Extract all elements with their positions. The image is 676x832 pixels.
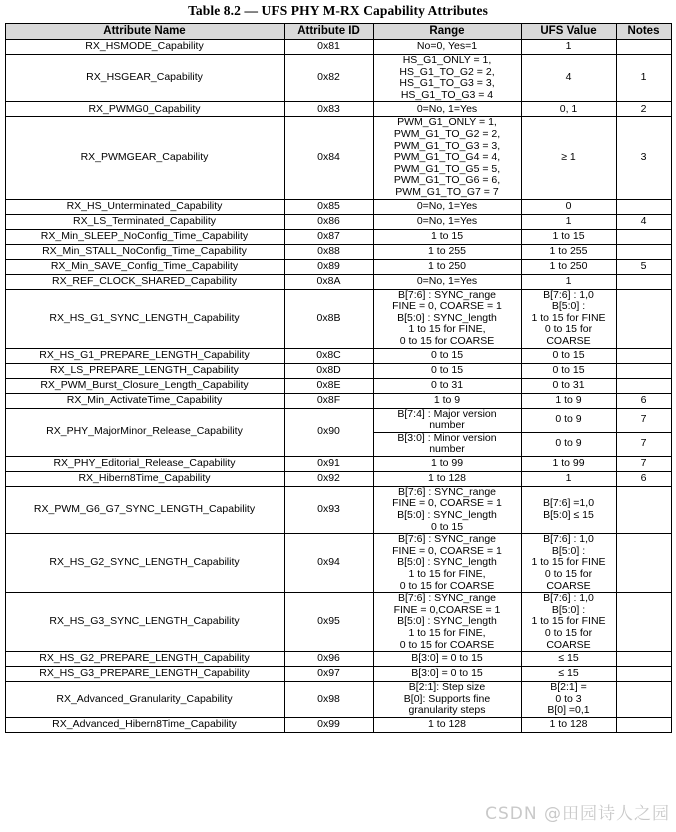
- cell-ufs-value: [521, 199, 616, 214]
- cell-ufs-value: [521, 244, 616, 259]
- cell-notes: 3: [616, 117, 671, 199]
- cell-line: B[7:6] : SYNC_range: [397, 533, 497, 546]
- cell-attribute-id: 0x89: [284, 259, 373, 274]
- cell-attribute-id: 0x94: [284, 534, 373, 593]
- cell-line: 1 to 255: [428, 244, 466, 257]
- cell-range: [373, 486, 521, 533]
- cell-line: 1: [565, 214, 572, 227]
- cell-line: 0 to 15 for COARSE: [399, 638, 495, 651]
- cell-ufs-value: [521, 348, 616, 363]
- cell-attribute-id: 0x84: [284, 117, 373, 199]
- cell-attribute-id: 0x90: [284, 408, 373, 456]
- table-row: [5, 348, 671, 363]
- cell-line: 1 to 255: [549, 244, 588, 257]
- cell-line: 1 to 15: [552, 229, 585, 242]
- table-row: [5, 667, 671, 682]
- cell-attribute-id: 0x8C: [284, 348, 373, 363]
- cell-line: B[7:6] : 1,0: [543, 592, 594, 605]
- cell-range: [373, 456, 521, 471]
- column-header-range: Range: [373, 24, 521, 40]
- cell-attribute-name: RX_Advanced_Granularity_Capability: [5, 682, 284, 718]
- cell-attribute-name: RX_Min_STALL_NoConfig_Time_Capability: [5, 244, 284, 259]
- cell-range: [373, 229, 521, 244]
- cell-notes: [616, 682, 671, 718]
- cell-attribute-name: RX_HSGEAR_Capability: [5, 55, 284, 102]
- table-row: [5, 717, 671, 732]
- cell-line: B[2:1] =: [550, 681, 587, 694]
- cell-ufs-value: [521, 456, 616, 471]
- cell-line: 0 to 15 for: [544, 323, 593, 336]
- table-row: [5, 259, 671, 274]
- cell-line: COARSE: [546, 638, 591, 651]
- cell-line: granularity steps: [408, 704, 486, 717]
- table-row: [5, 456, 671, 471]
- cell-ufs-value: [521, 378, 616, 393]
- cell-line: FINE = 0,COARSE = 1: [393, 603, 501, 616]
- cell-line: B[7:6] : SYNC_range: [397, 486, 497, 498]
- cell-line: 1 to 15 for FINE: [531, 615, 606, 628]
- table-row: [5, 214, 671, 229]
- table-body: [5, 40, 671, 733]
- cell-range: [373, 408, 521, 432]
- cell-ufs-value: [521, 534, 616, 593]
- cell-ufs-value: [521, 117, 616, 199]
- cell-range: [373, 40, 521, 55]
- cell-attribute-name: RX_Hibern8Time_Capability: [5, 471, 284, 486]
- cell-attribute-name: RX_REF_CLOCK_SHARED_Capability: [5, 274, 284, 289]
- cell-attribute-id: 0x88: [284, 244, 373, 259]
- cell-attribute-name: RX_HS_Unterminated_Capability: [5, 199, 284, 214]
- cell-line: 0 to 31: [430, 378, 464, 391]
- cell-notes: [616, 534, 671, 593]
- cell-line: B[5:0] :: [551, 300, 586, 313]
- cell-ufs-value: [521, 229, 616, 244]
- cell-line: B[5:0] :: [551, 603, 586, 616]
- column-header-attribute-id: Attribute ID: [284, 24, 373, 40]
- cell-attribute-id: 0x83: [284, 102, 373, 117]
- cell-range: [373, 259, 521, 274]
- cell-line: PWM_G1_TO_G3 = 3,: [393, 139, 501, 152]
- cell-ufs-value: [521, 363, 616, 378]
- cell-line: 1 to 15 for FINE,: [408, 568, 486, 581]
- cell-line: 1 to 9: [555, 393, 582, 406]
- cell-notes: 7: [616, 432, 671, 456]
- cell-range: [373, 432, 521, 456]
- cell-attribute-name: RX_Advanced_Hibern8Time_Capability: [5, 717, 284, 732]
- cell-notes: [616, 229, 671, 244]
- cell-notes: 7: [616, 408, 671, 432]
- cell-line: B[7:6] : 1,0: [543, 289, 594, 301]
- table-row: [5, 393, 671, 408]
- cell-line: ≤ 15: [558, 652, 579, 665]
- cell-line: 0 to 15 for COARSE: [399, 334, 495, 347]
- table-row: [5, 199, 671, 214]
- cell-ufs-value: [521, 274, 616, 289]
- cell-range: [373, 652, 521, 667]
- cell-ufs-value: [521, 593, 616, 652]
- cell-line: B[7:6] : 1,0: [543, 533, 594, 546]
- cell-range: [373, 471, 521, 486]
- cell-notes: [616, 593, 671, 652]
- cell-line: B[5:0] : SYNC_length: [397, 311, 497, 324]
- cell-line: PWM_G1_TO_G2 = 2,: [393, 127, 501, 140]
- cell-attribute-id: 0x92: [284, 471, 373, 486]
- cell-notes: 6: [616, 393, 671, 408]
- cell-notes: 6: [616, 471, 671, 486]
- cell-line: COARSE: [546, 334, 591, 347]
- cell-line: 1 to 15 for FINE: [531, 556, 606, 569]
- cell-line: PWM_G1_TO_G5 = 5,: [393, 162, 501, 175]
- cell-ufs-value: [521, 667, 616, 682]
- cell-attribute-name: RX_Min_SAVE_Config_Time_Capability: [5, 259, 284, 274]
- cell-line: 0 to 15: [430, 348, 464, 361]
- cell-notes: [616, 363, 671, 378]
- cell-line: 0 to 15 for COARSE: [399, 579, 495, 592]
- cell-ufs-value: [521, 717, 616, 732]
- cell-line: B[7:6] =1,0: [542, 497, 595, 510]
- cell-range: [373, 378, 521, 393]
- cell-line: 1 to 250: [549, 259, 588, 272]
- cell-attribute-name: RX_HSMODE_Capability: [5, 40, 284, 55]
- table-row: [5, 274, 671, 289]
- cell-line: 1 to 15 for FINE: [531, 311, 606, 324]
- cell-range: [373, 348, 521, 363]
- cell-attribute-name: RX_Min_SLEEP_NoConfig_Time_Capability: [5, 229, 284, 244]
- cell-ufs-value: [521, 471, 616, 486]
- cell-line: B[0] =0,1: [547, 704, 590, 717]
- csdn-watermark: CSDN @田园诗人之园: [485, 804, 670, 824]
- cell-attribute-id: 0x8D: [284, 363, 373, 378]
- cell-line: 1 to 9: [433, 393, 461, 406]
- cell-attribute-id: 0x82: [284, 55, 373, 102]
- cell-line: 1 to 250: [428, 259, 466, 272]
- cell-line: PWM_G1_ONLY = 1,: [397, 116, 497, 129]
- cell-line: 0: [565, 199, 572, 212]
- cell-range: [373, 363, 521, 378]
- cell-line: B[5:0] : SYNC_length: [397, 615, 497, 628]
- cell-line: 0=No, 1=Yes: [416, 274, 478, 287]
- column-header-ufs-value: UFS Value: [521, 24, 616, 40]
- cell-attribute-name: RX_LS_PREPARE_LENGTH_Capability: [5, 363, 284, 378]
- cell-attribute-id: 0x96: [284, 652, 373, 667]
- cell-ufs-value: [521, 102, 616, 117]
- cell-attribute-name: RX_PWMGEAR_Capability: [5, 117, 284, 199]
- cell-attribute-name: RX_PWM_Burst_Closure_Length_Capability: [5, 378, 284, 393]
- cell-attribute-name: RX_PWM_G6_G7_SYNC_LENGTH_Capability: [5, 486, 284, 533]
- cell-attribute-id: 0x8E: [284, 378, 373, 393]
- cell-range: [373, 717, 521, 732]
- cell-attribute-id: 0x91: [284, 456, 373, 471]
- cell-line: ≤ 15: [558, 667, 579, 680]
- cell-line: 0=No, 1=Yes: [416, 214, 478, 227]
- cell-line: B[5:0] ≤ 15: [543, 509, 594, 522]
- cell-attribute-name: RX_HS_G1_PREPARE_LENGTH_Capability: [5, 348, 284, 363]
- cell-notes: 1: [616, 55, 671, 102]
- cell-line: 1 to 15 for FINE,: [408, 627, 486, 639]
- cell-notes: [616, 378, 671, 393]
- cell-line: B[0]: Supports fine: [403, 692, 491, 705]
- cell-notes: 5: [616, 259, 671, 274]
- cell-line: B[7:6] : SYNC_range: [397, 289, 497, 301]
- page-title: Table 8.2 — UFS PHY M-RX Capability Attributes: [188, 3, 488, 18]
- column-header-attribute-name: Attribute Name: [5, 24, 284, 40]
- cell-notes: [616, 652, 671, 667]
- cell-line: HS_G1_TO_G3 = 4: [400, 88, 494, 101]
- cell-line: 1: [565, 472, 572, 485]
- cell-attribute-name: RX_PWMG0_Capability: [5, 102, 284, 117]
- cell-line: COARSE: [546, 579, 591, 592]
- cell-range: [373, 682, 521, 718]
- cell-ufs-value: [521, 486, 616, 533]
- cell-attribute-id: 0x97: [284, 667, 373, 682]
- cell-line: HS_G1_TO_G3 = 3,: [399, 77, 495, 90]
- cell-line: 0 to 3: [555, 692, 582, 705]
- cell-attribute-id: 0x81: [284, 40, 373, 55]
- cell-ufs-value: [521, 55, 616, 102]
- cell-notes: 2: [616, 102, 671, 117]
- table-header: [5, 24, 671, 40]
- cell-attribute-name: RX_LS_Terminated_Capability: [5, 214, 284, 229]
- cell-attribute-name: RX_HS_G3_SYNC_LENGTH_Capability: [5, 593, 284, 652]
- table-row: [5, 244, 671, 259]
- cell-attribute-id: 0x8F: [284, 393, 373, 408]
- cell-range: [373, 274, 521, 289]
- cell-attribute-name: RX_PHY_Editorial_Release_Capability: [5, 456, 284, 471]
- table-row: [5, 40, 671, 55]
- cell-line: B[5:0] :: [551, 544, 586, 557]
- cell-line: 0 to 15 for: [544, 627, 593, 639]
- cell-notes: [616, 199, 671, 214]
- table-row: [5, 363, 671, 378]
- capability-attributes-table: [5, 23, 672, 733]
- cell-range: [373, 244, 521, 259]
- table-row: [5, 229, 671, 244]
- cell-ufs-value: [521, 682, 616, 718]
- cell-ufs-value: [521, 408, 616, 432]
- table-row: [5, 486, 671, 533]
- cell-line: 0 to 31: [552, 378, 585, 391]
- cell-range: [373, 199, 521, 214]
- cell-attribute-id: 0x99: [284, 717, 373, 732]
- cell-line: FINE = 0, COARSE = 1: [392, 497, 502, 510]
- cell-attribute-name: RX_HS_G3_PREPARE_LENGTH_Capability: [5, 667, 284, 682]
- cell-line: B[3:0] : Minor version: [397, 432, 497, 444]
- cell-attribute-id: 0x8B: [284, 289, 373, 348]
- cell-line: 1 to 128: [428, 472, 466, 485]
- cell-ufs-value: [521, 432, 616, 456]
- cell-line: 0 to 15: [430, 520, 464, 533]
- cell-line: 1 to 99: [430, 457, 464, 470]
- cell-line: 0 to 15 for: [544, 568, 593, 581]
- cell-notes: [616, 244, 671, 259]
- table-row: [5, 55, 671, 102]
- cell-range: [373, 534, 521, 593]
- cell-notes: 7: [616, 456, 671, 471]
- cell-line: B[7:6] : SYNC_range: [397, 592, 497, 605]
- cell-line: 0 to 15: [552, 348, 585, 361]
- cell-line: 0 to 15: [552, 363, 585, 376]
- cell-ufs-value: [521, 393, 616, 408]
- cell-range: [373, 667, 521, 682]
- cell-notes: [616, 667, 671, 682]
- cell-attribute-name: RX_HS_G2_PREPARE_LENGTH_Capability: [5, 652, 284, 667]
- cell-line: HS_G1_ONLY = 1,: [402, 54, 492, 66]
- cell-line: number: [429, 443, 465, 456]
- cell-range: [373, 289, 521, 348]
- cell-attribute-name: RX_HS_G2_SYNC_LENGTH_Capability: [5, 534, 284, 593]
- cell-attribute-name: RX_HS_G1_SYNC_LENGTH_Capability: [5, 289, 284, 348]
- cell-line: 0 to 9: [555, 413, 582, 426]
- cell-ufs-value: [521, 259, 616, 274]
- cell-line: FINE = 0, COARSE = 1: [392, 544, 502, 557]
- cell-line: 0, 1: [559, 102, 578, 115]
- cell-line: B[7:4] : Major version: [397, 408, 497, 420]
- cell-line: 1 to 15: [430, 229, 464, 242]
- cell-line: number: [429, 419, 465, 432]
- cell-line: 1 to 99: [552, 457, 585, 470]
- cell-line: No=0, Yes=1: [416, 40, 478, 53]
- cell-notes: [616, 486, 671, 533]
- cell-range: [373, 214, 521, 229]
- cell-ufs-value: [521, 289, 616, 348]
- cell-range: [373, 102, 521, 117]
- cell-range: [373, 117, 521, 199]
- table-row: [5, 471, 671, 486]
- cell-notes: [616, 274, 671, 289]
- cell-ufs-value: [521, 40, 616, 55]
- table-row: [5, 102, 671, 117]
- cell-line: 0=No, 1=Yes: [416, 102, 478, 115]
- table-row: [5, 593, 671, 652]
- cell-line: HS_G1_TO_G2 = 2,: [399, 65, 495, 78]
- cell-notes: 4: [616, 214, 671, 229]
- cell-attribute-id: 0x85: [284, 199, 373, 214]
- cell-attribute-id: 0x93: [284, 486, 373, 533]
- cell-line: 0 to 9: [555, 437, 582, 450]
- cell-line: 4: [565, 71, 572, 84]
- cell-ufs-value: [521, 652, 616, 667]
- cell-notes: [616, 40, 671, 55]
- cell-line: B[5:0] : SYNC_length: [397, 556, 497, 569]
- table-header-row: [5, 24, 671, 40]
- cell-line: 0=No, 1=Yes: [416, 199, 478, 212]
- cell-notes: [616, 348, 671, 363]
- table-row: [5, 652, 671, 667]
- cell-attribute-id: 0x95: [284, 593, 373, 652]
- cell-line: B[2:1]: Step size: [408, 681, 486, 694]
- cell-range: [373, 593, 521, 652]
- cell-attribute-name: RX_PHY_MajorMinor_Release_Capability: [5, 408, 284, 456]
- cell-line: B[5:0] : SYNC_length: [397, 509, 497, 522]
- cell-line: ≥ 1: [561, 151, 576, 164]
- cell-line: PWM_G1_TO_G4 = 4,: [393, 151, 501, 164]
- cell-attribute-id: 0x8A: [284, 274, 373, 289]
- cell-line: FINE = 0, COARSE = 1: [392, 300, 502, 313]
- table-row: [5, 408, 671, 432]
- table-row: [5, 378, 671, 393]
- cell-attribute-name: RX_Min_ActivateTime_Capability: [5, 393, 284, 408]
- cell-line: 1 to 15 for FINE,: [408, 323, 486, 336]
- table-row: [5, 289, 671, 348]
- table-row: [5, 682, 671, 718]
- cell-line: B[3:0] = 0 to 15: [411, 652, 483, 665]
- cell-notes: [616, 289, 671, 348]
- cell-line: 1: [565, 274, 572, 287]
- table-row: [5, 534, 671, 593]
- cell-attribute-id: 0x87: [284, 229, 373, 244]
- cell-notes: [616, 717, 671, 732]
- column-header-notes: Notes: [616, 24, 671, 40]
- cell-line: 1 to 128: [549, 718, 588, 731]
- cell-range: [373, 393, 521, 408]
- cell-line: 1: [565, 40, 572, 53]
- cell-line: 1 to 128: [428, 718, 466, 731]
- cell-line: 0 to 15: [430, 363, 464, 376]
- cell-range: [373, 55, 521, 102]
- cell-line: PWM_G1_TO_G7 = 7: [395, 185, 499, 198]
- cell-line: B[3:0] = 0 to 15: [411, 667, 483, 680]
- cell-ufs-value: [521, 214, 616, 229]
- cell-line: PWM_G1_TO_G6 = 6,: [393, 174, 501, 187]
- cell-attribute-id: 0x86: [284, 214, 373, 229]
- cell-attribute-id: 0x98: [284, 682, 373, 718]
- table-row: [5, 117, 671, 199]
